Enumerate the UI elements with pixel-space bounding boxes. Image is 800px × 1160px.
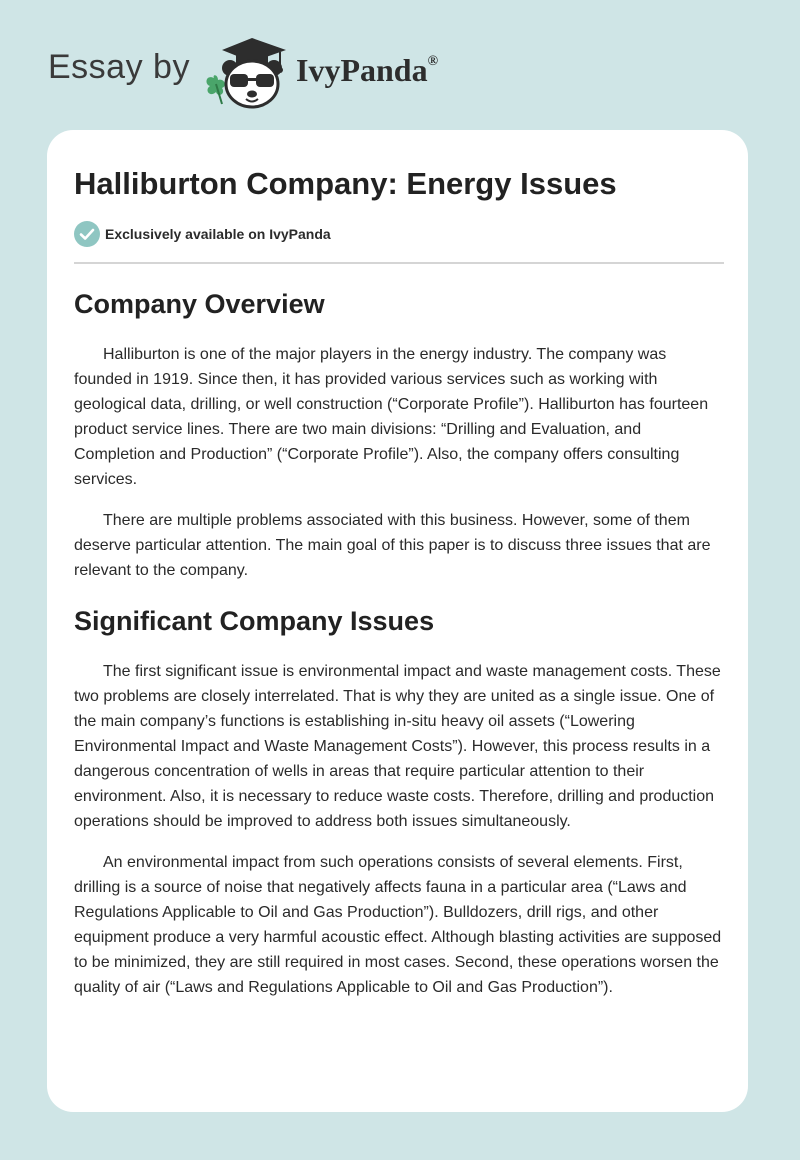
paragraph: There are multiple problems associated with this business. However, some of them deserve particular attention. The main goal of this paper is to discuss three issues that are relevant to the company. — [74, 512, 711, 579]
brand-text: IvyPanda — [296, 52, 428, 88]
title-divider — [74, 262, 724, 264]
paragraph: Halliburton is one of the major players in the energy industry. The company was founded in 1919. Since then, it has provided various services such as working with geological data, drilling, or well construction (“Corporate Profile”). Halliburton has fourteen product service lines. There are two main divisions: “Drilling and Evaluation, and Completion and Production” (“Corporate Profile”). Also, the company offers consulting services. — [74, 346, 709, 488]
checkmark-badge-icon — [74, 221, 100, 247]
section-heading-overview: Company Overview — [74, 289, 325, 319]
exclusive-badge — [74, 221, 724, 247]
section-heading-issues: Significant Company Issues — [74, 606, 435, 636]
essay-by-label: Essay by — [48, 48, 190, 86]
paragraph: An environmental impact from such operations consists of several elements. First, drilling is a source of noise that negatively affects fauna in a particular area (“Laws and Regulations Applicable to Oil and Gas Production”). Bulldozers, drill rigs, and other equipment produce a very harmful acoustic effect. Although blasting activities are supposed to be minimized, they are still required in most cases. Second, these operations worsen the quality of air (“Laws and Regulations Applicable to Oil and Gas Production”). — [74, 854, 722, 996]
brand-name[interactable] — [296, 52, 438, 89]
registered-mark: ® — [427, 54, 439, 69]
paragraph: The first significant issue is environmental impact and waste management costs. These two problems are closely interrelated. That is why they are united as a single issue. One of the main company’s functions is establishing in-situ heavy oil assets (“Lowering Environmental Impact and Waste Management Costs”). However, this process results in a dangerous concentration of wells in areas that require particular attention to their environment. Also, it is necessary to reduce waste costs. Therefore, drilling and production operations should be improved to address both issues simultaneously. — [74, 663, 721, 830]
exclusive-badge-text: Exclusively available on IvyPanda — [105, 226, 331, 242]
essay-content — [74, 164, 724, 1000]
ivypanda-logo-icon[interactable] — [200, 34, 292, 110]
site-header — [0, 0, 800, 130]
essay-card — [47, 130, 748, 1112]
panda-face-icon — [222, 60, 282, 107]
page-title: Halliburton Company: Energy Issues — [74, 166, 617, 201]
ivy-leaf-icon — [207, 75, 225, 104]
